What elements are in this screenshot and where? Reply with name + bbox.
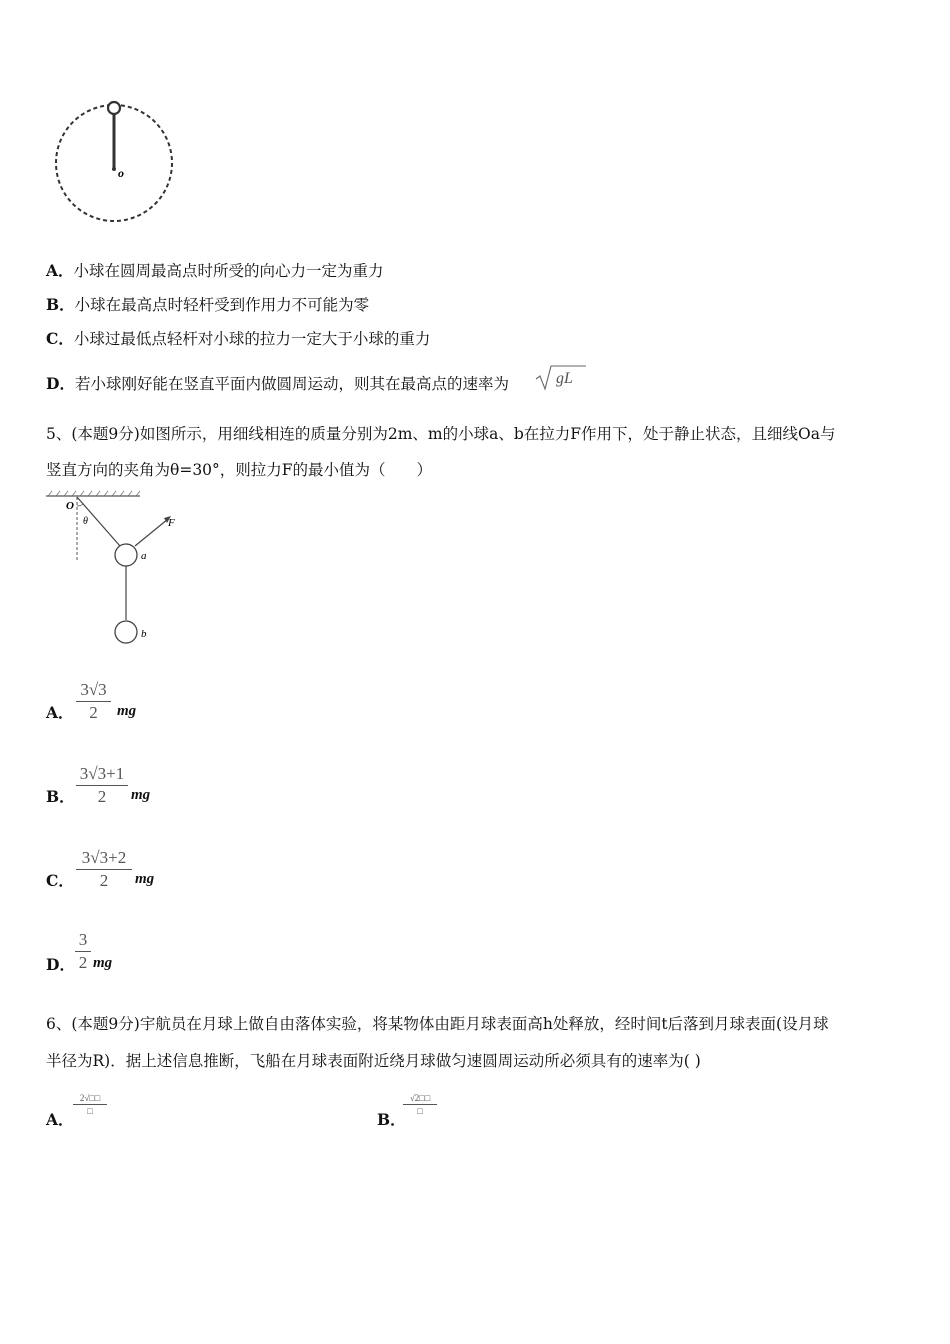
ball-a (115, 544, 137, 566)
label-theta: θ (83, 516, 88, 527)
center-label: o (118, 166, 124, 180)
two-ball-figure (40, 488, 190, 648)
q5-option-c-unit: mg (135, 871, 155, 887)
q5-option-b-label[interactable]: B． (46, 787, 75, 806)
option-text: 若小球刚好能在竖直平面内做圆周运动，则其在最高点的速率为 (74, 375, 509, 393)
q5-option-a-label[interactable]: A． (46, 703, 74, 722)
q4-option-d[interactable]: D．若小球刚好能在竖直平面内做圆周运动，则其在最高点的速率为 (46, 374, 509, 393)
pivot-point (112, 167, 116, 171)
q5-option-d-unit: mg (93, 955, 113, 971)
q5-option-a-unit: mg (117, 703, 137, 719)
force-f-arrow (135, 519, 168, 546)
question-text: (本题9分)如图所示，用细线相连的质量分别为2m、m的小球a、b在拉力F作用下，处于静止状态，且细线Oa与 (71, 425, 836, 443)
label-f: F (168, 517, 175, 529)
option-text: 小球在圆周最高点时所受的向心力一定为重力 (73, 262, 384, 280)
question-number: 5、 (46, 425, 72, 443)
circular-motion-figure (40, 95, 190, 230)
q5-option-d-fraction: 3 2 (75, 930, 91, 973)
question-text: 竖直方向的夹角为θ=30°，则拉力F的最小值为（ ） (46, 461, 433, 479)
q4-option-a[interactable]: A．小球在圆周最高点时所受的向心力一定为重力 (46, 261, 384, 280)
q5-stem-line1 (46, 424, 835, 444)
q5-option-b-fraction: 3√3+1 2 (76, 764, 128, 807)
question-text: (本题9分)宇航员在月球上做自由落体实验，将某物体由距月球表面高h处释放，经时间t后落到月球表面(设月球 (71, 1015, 829, 1033)
formula-text: gL (556, 370, 573, 387)
label-a: a (141, 550, 147, 562)
q6-stem-line2 (46, 1051, 701, 1071)
option-text: 小球过最低点轻杆对小球的拉力一定大于小球的重力 (73, 330, 431, 348)
question-number: 6、 (46, 1015, 72, 1033)
ball-at-top (108, 102, 120, 114)
sqrt-formula (534, 363, 588, 393)
q6-option-a-fraction: 2√□□ □ (73, 1093, 107, 1116)
q6-stem-line1 (46, 1014, 829, 1034)
q5-option-d-label[interactable]: D． (46, 955, 75, 974)
q6-option-b-fraction: √2□□ □ (403, 1093, 437, 1116)
label-o: O (66, 500, 74, 512)
q5-option-c-fraction: 3√3+2 2 (76, 848, 132, 891)
q5-stem-line2 (46, 460, 432, 480)
label-b: b (141, 628, 147, 640)
q6-option-a-label[interactable]: A． (46, 1110, 74, 1129)
q6-option-b-label[interactable]: B． (377, 1110, 406, 1129)
q5-option-c-label[interactable]: C． (46, 871, 74, 890)
option-text: 小球在最高点时轻杆受到作用力不可能为零 (74, 296, 370, 314)
q5-option-a-fraction: 3√3 2 (76, 680, 111, 723)
q5-option-b-unit: mg (131, 787, 151, 803)
ball-b (115, 621, 137, 643)
theta-arc (77, 504, 83, 506)
question-text: 半径为R)．据上述信息推断，飞船在月球表面附近绕月球做匀速圆周运动所必须具有的速率为( ) (46, 1052, 701, 1070)
q4-option-c[interactable]: C．小球过最低点轻杆对小球的拉力一定大于小球的重力 (46, 329, 431, 348)
q4-option-b[interactable]: B．小球在最高点时轻杆受到作用力不可能为零 (46, 295, 370, 314)
